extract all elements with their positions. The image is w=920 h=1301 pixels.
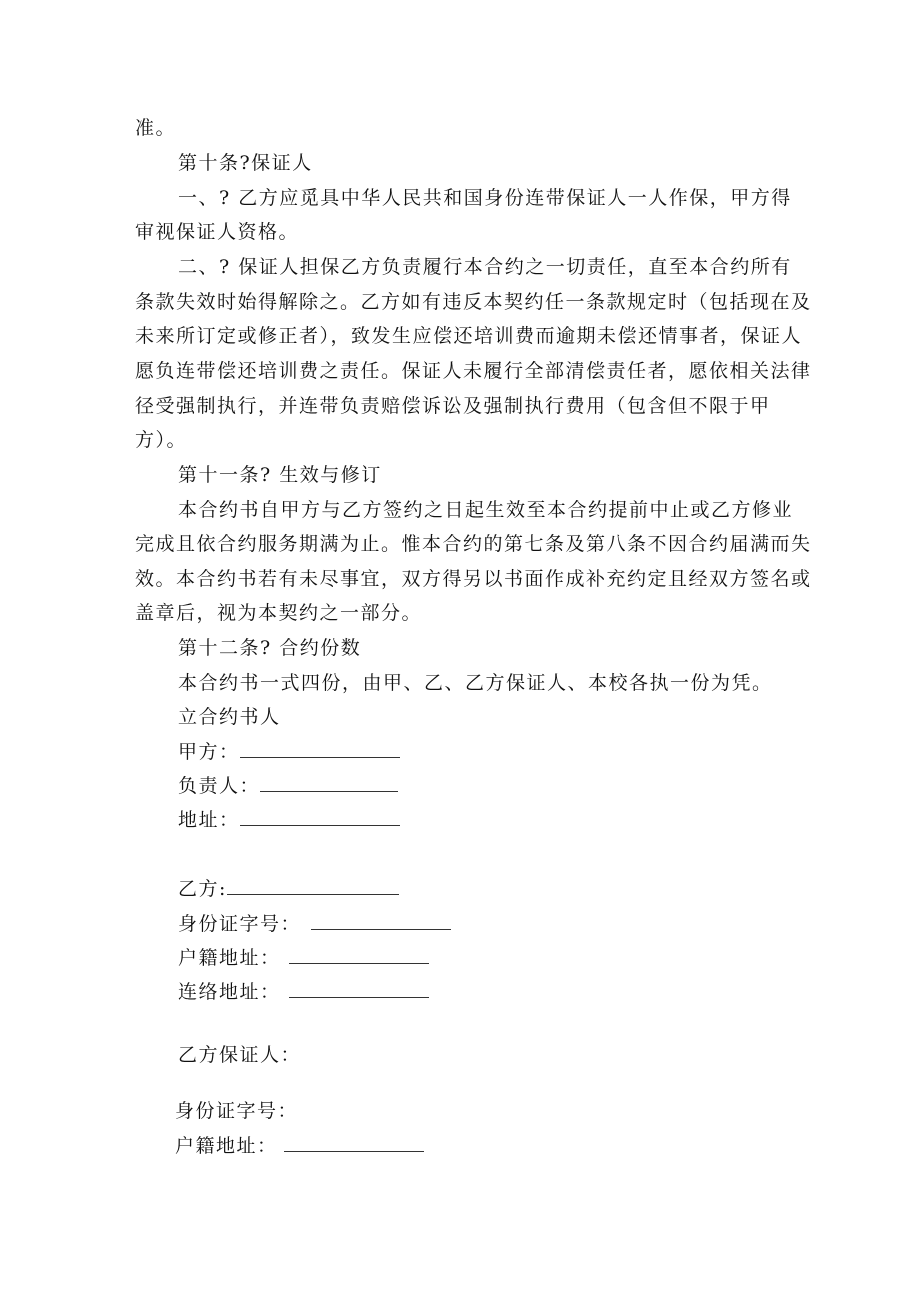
household-g-blank xyxy=(284,1150,424,1152)
address-a-field xyxy=(178,803,400,837)
responsible-blank xyxy=(260,790,398,792)
paragraph-line: 一、? 乙方应觅具中华人民共和国身份连带保证人一人作保，甲方得 xyxy=(178,187,792,209)
household-b-field xyxy=(178,941,429,975)
paragraph-line: 审视保证人资格。 xyxy=(135,221,300,243)
paragraph-line: 效。本合约书若有未尽事宜，双方得另以书面作成补充约定且经双方签名或 xyxy=(135,568,812,590)
paragraph-line: 未来所订定或修正者），致发生应偿还培训费而逾期未偿还情事者，保证人 xyxy=(135,325,803,347)
id-number-b-label: 身份证字号： xyxy=(178,913,302,935)
party-a-label: 甲方： xyxy=(178,741,240,763)
article-11-heading: 第十一条? 生效与修订 xyxy=(178,464,382,486)
contact-b-field xyxy=(178,975,429,1009)
id-number-g-label: 身份证字号： xyxy=(175,1100,299,1122)
address-a-blank xyxy=(240,824,400,826)
article-10-heading: 第十条?保证人 xyxy=(178,152,313,174)
household-b-label: 户籍地址： xyxy=(178,947,281,969)
paragraph-line: 本合约书一式四份，由甲、乙、乙方保证人、本校各执一份为凭。 xyxy=(178,672,773,694)
paragraph-line: 准。 xyxy=(135,117,177,139)
paragraph-line: 完成且依合约服务期满为止。惟本合约的第七条及第八条不因合约届满而失 xyxy=(135,533,812,555)
contact-b-label: 连络地址： xyxy=(178,981,281,1003)
address-a-label: 地址： xyxy=(178,809,240,831)
id-number-b-field xyxy=(178,907,451,941)
household-b-blank xyxy=(289,962,429,964)
party-b-label: 乙方: xyxy=(178,878,227,900)
guarantor-label: 乙方保证人： xyxy=(178,1044,302,1066)
contact-b-blank xyxy=(289,996,429,998)
responsible-label: 负责人： xyxy=(178,775,261,797)
party-a-blank xyxy=(240,756,400,758)
article-12-heading: 第十二条? 合约份数 xyxy=(178,637,362,659)
paragraph-line: 方）。 xyxy=(135,429,188,451)
household-g-field xyxy=(175,1129,424,1163)
party-a-field xyxy=(178,735,400,769)
paragraph-line: 本合约书自甲方与乙方签约之日起生效至本合约提前中止或乙方修业 xyxy=(178,499,794,521)
paragraph-line: 径受强制执行，并连带负责赔偿诉讼及强制执行费用（包含但不限于甲 xyxy=(135,395,771,417)
party-b-blank xyxy=(227,893,399,895)
signatories-label: 立合约书人 xyxy=(178,706,281,728)
paragraph-line: 条款失效时始得解除之。乙方如有违反本契约任一条款规定时（包括现在及 xyxy=(135,291,812,313)
responsible-field xyxy=(178,769,398,803)
household-g-label: 户籍地址： xyxy=(175,1135,278,1157)
paragraph-line: 盖章后，视为本契约之一部分。 xyxy=(135,602,423,624)
paragraph-line: 愿负连带偿还培训费之责任。保证人未履行全部清偿责任者，愿依相关法律 xyxy=(135,360,812,382)
id-number-b-blank xyxy=(311,928,451,930)
party-b-field xyxy=(178,872,399,906)
paragraph-line: 二、? 保证人担保乙方负责履行本合约之一切责任，直至本合约所有 xyxy=(178,256,792,278)
